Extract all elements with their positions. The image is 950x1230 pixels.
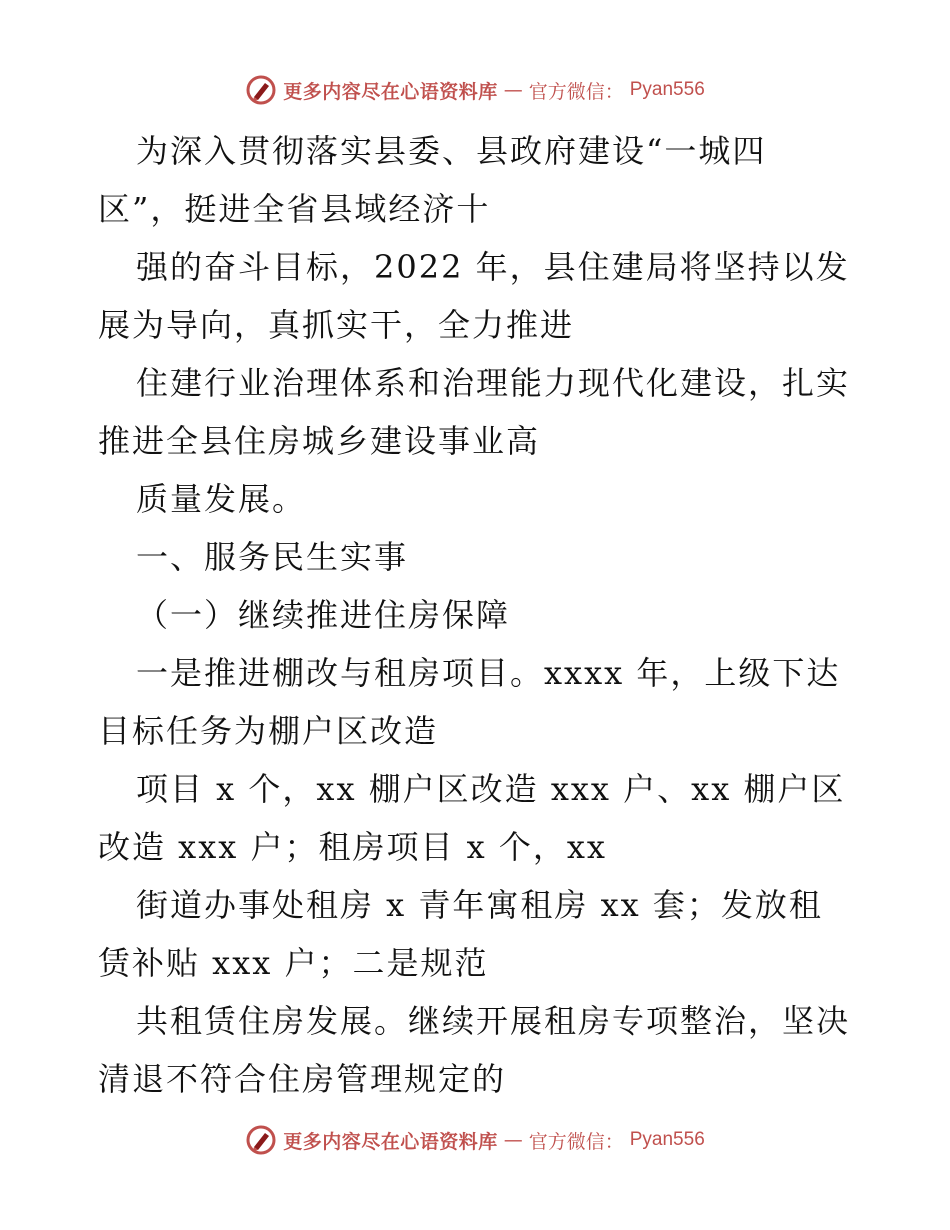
document-body (98, 122, 858, 1108)
footer-banner (0, 1120, 950, 1160)
footer-wechat-id: Pyan556 (629, 1129, 705, 1150)
header-library-name: 更多内容尽在心语资料库 (283, 80, 498, 103)
body-line-13: 改造 xxx 户；租房项目 x 个，xx (98, 828, 607, 866)
body-line-3: 强的奋斗目标，2022 年，县住建局将坚持以发 (136, 248, 850, 286)
footer-dash: — (503, 1129, 523, 1151)
body-line-17: 清退不符合住房管理规定的 (98, 1060, 507, 1098)
footer-wechat-label: 官方微信： (528, 1130, 624, 1153)
body-line-16: 共租赁住房发展。继续开展租房专项整治，坚决 (136, 1002, 851, 1040)
body-line-1: 为深入贯彻落实县委、县政府建设“一城四 (136, 132, 767, 170)
subsection-heading-1: （一）继续推进住房保障 (136, 596, 511, 634)
header-banner (0, 70, 950, 110)
body-line-2: 区”，挺进全省县域经济十 (98, 190, 491, 228)
pen-logo-icon (245, 1124, 277, 1156)
body-line-7: 质量发展。 (136, 480, 307, 518)
body-line-15: 赁补贴 xxx 户；二是规范 (98, 944, 489, 982)
body-line-10: 一是推进棚改与租房项目。xxxx 年，上级下达 (136, 654, 841, 692)
body-line-12: 项目 x 个，xx 棚户区改造 xxx 户、xx 棚户区 (136, 770, 846, 808)
body-line-5: 住建行业治理体系和治理能力现代化建设，扎实 (136, 364, 851, 402)
pen-logo-icon (245, 74, 277, 106)
body-line-6: 推进全县住房城乡建设事业高 (98, 422, 541, 460)
header-dash: — (503, 79, 523, 101)
body-line-4: 展为导向，真抓实干，全力推进 (98, 306, 575, 344)
header-wechat-id: Pyan556 (629, 79, 705, 100)
body-line-14: 街道办事处租房 x 青年寓租房 xx 套；发放租 (136, 886, 823, 924)
section-heading-1: 一、服务民生实事 (136, 538, 409, 576)
body-line-11: 目标任务为棚户区改造 (98, 712, 439, 750)
header-wechat-label: 官方微信： (528, 80, 624, 103)
footer-library-name: 更多内容尽在心语资料库 (283, 1130, 498, 1153)
